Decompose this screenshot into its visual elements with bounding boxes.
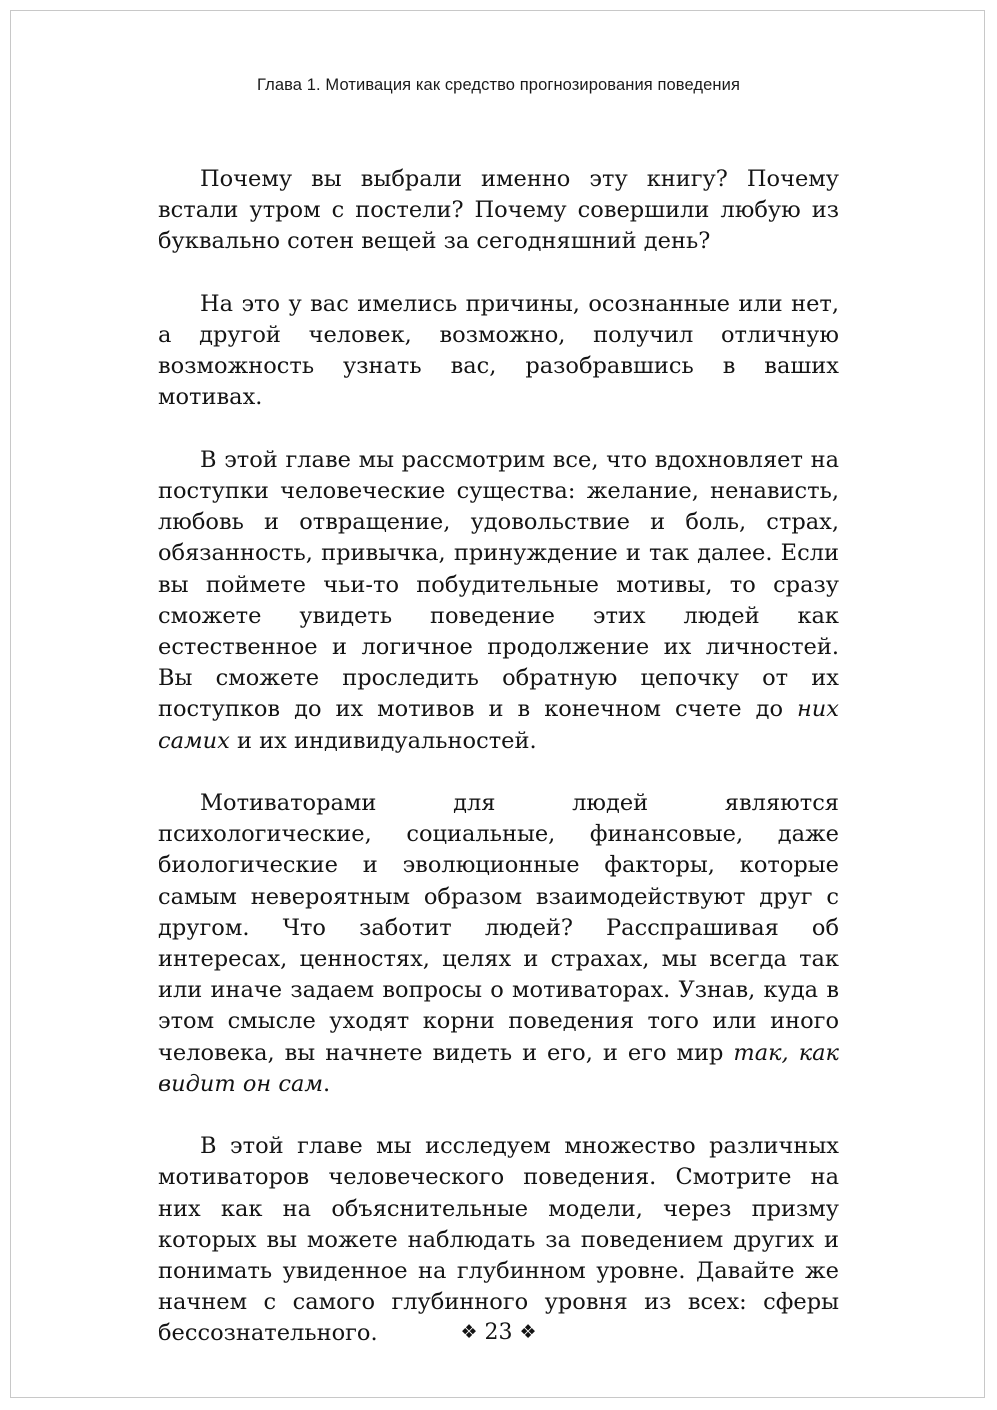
paragraph-3: [158, 445, 839, 757]
body-text: [158, 164, 839, 1350]
paragraph-3-text-start: В этой главе мы рассмотрим все, что вдохновляет на поступки человеческие существа: желание, ненависть, любовь и отвращение, удовольствие и боль, страх, обязанность, привычка, принуждение и так далее. Если вы поймете чьи-то побудительные мотивы, то сразу сможете увидеть поведение этих людей как естественное и логичное продолжение их личностей. Вы сможете проследить обратную цепочку от их поступков до их мотивов и в конечном счете до: [158, 446, 839, 723]
paragraph-1: Почему вы выбрали именно эту книгу? Почему встали утром с постели? Почему совершили любую из буквально сотен вещей за сегодняшний день?: [158, 166, 839, 255]
paragraph-3-italic: них самих: [158, 696, 839, 754]
ornament-right-icon: ❖: [519, 1321, 537, 1343]
running-header: Глава 1. Мотивация как средство прогнозирования поведения: [257, 76, 740, 94]
paragraph-4-text-end: .: [323, 1070, 331, 1097]
page-number: 23: [484, 1320, 513, 1345]
paragraph-4-italic: так, как видит он сам: [158, 1039, 839, 1097]
paragraph-4-text-start: Мотиваторами для людей являются психологические, социальные, финансовые, даже биологические и эволюционные факторы, которые самым невероятным образом взаимодействуют друг с другом. Что заботит людей? Расспрашивая об интересах, ценностях, целях и страхах, мы всегда так или иначе задаем вопросы о мотиваторах. Узнав, куда в этом смысле уходят корни поведения того или иного человека, вы начнете видеть и его, и его мир: [158, 790, 839, 1066]
ornament-left-icon: ❖: [460, 1321, 478, 1343]
paragraph-2: На это у вас имелись причины, осознанные или нет, а другой человек, возможно, получил отличную возможность узнать вас, разобравшись в ваших мотивах.: [158, 290, 839, 411]
paragraph-5: В этой главе мы исследуем множество различных мотиваторов человеческого поведения. Смотрите на них как на объяснительные модели, через призму которых вы можете наблюдать за поведением других и понимать увиденное на глубинном уровне. Давайте же начнем с самого глубинного уровня из всех: сферы бессознательного.: [158, 1133, 839, 1347]
paragraph-3-text-end: и их индивидуальностей.: [229, 727, 537, 754]
paragraph-4: [158, 788, 839, 1100]
page-footer: [0, 1320, 997, 1345]
